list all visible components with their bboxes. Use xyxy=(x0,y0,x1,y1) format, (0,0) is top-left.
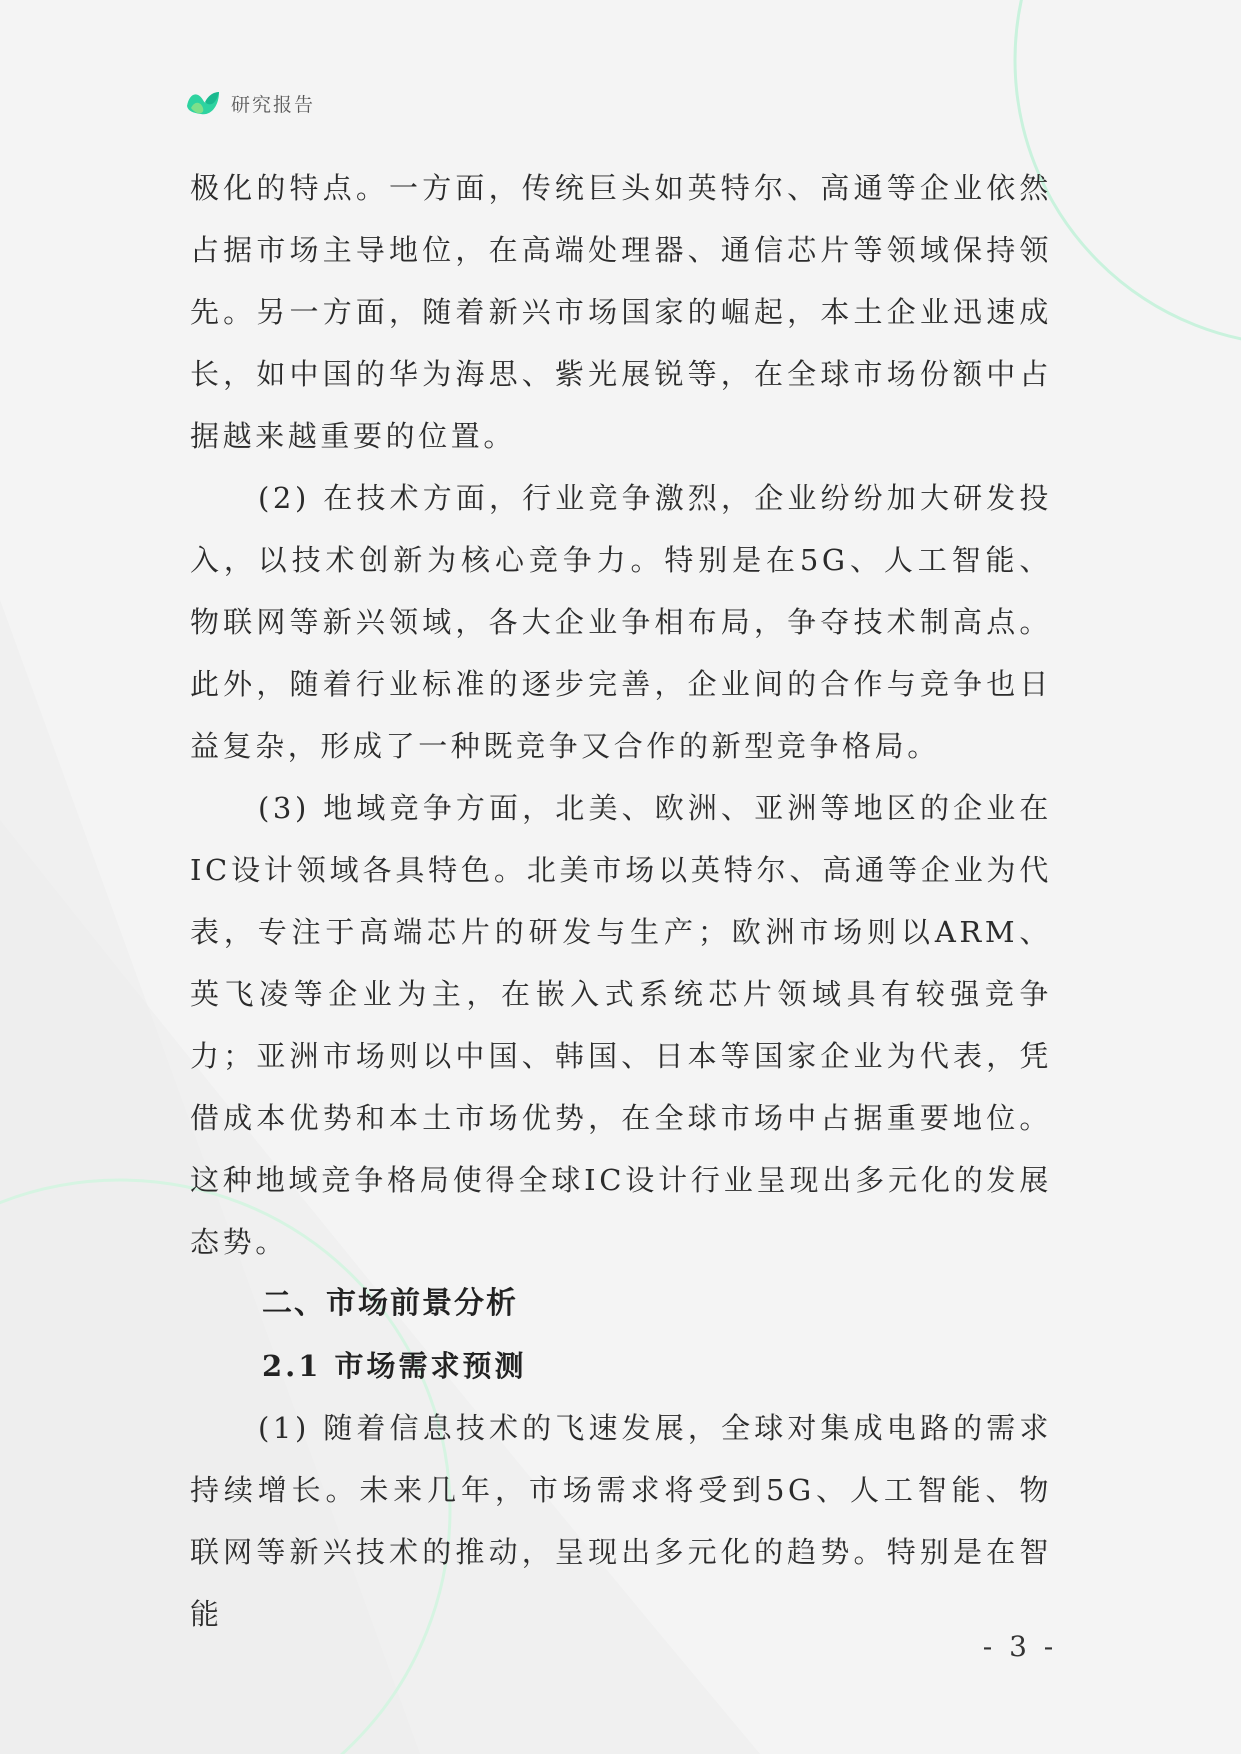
subsection-heading: 2.1 市场需求预测 xyxy=(262,1349,527,1383)
paragraph-4: (1) 随着信息技术的飞速发展，全球对集成电路的需求持续增长。未来几年，市场需求将受到5G、人工智能、物联网等新兴技术的推动，呈现出多元化的趋势。特别是在智能 xyxy=(190,1411,1052,1631)
report-header-title: 研究报告 xyxy=(231,93,316,116)
paragraph-2: (2) 在技术方面，行业竞争激烈，企业纷纷加大研发投入，以技术创新为核心竞争力。特别是在5G、人工智能、物联网等新兴领域，各大企业争相布局，争夺技术制高点。此外，随着行业标准的逐步完善，企业间的合作与竞争也日益复杂，形成了一种既竞争又合作的新型竞争格局。 xyxy=(190,481,1052,763)
document-body xyxy=(190,157,1052,1645)
section-heading: 二、市场前景分析 xyxy=(262,1286,518,1321)
green-leaf-logo-icon xyxy=(185,86,221,120)
paragraph-1: 极化的特点。一方面，传统巨头如英特尔、高通等企业依然占据市场主导地位，在高端处理器、通信芯片等领域保持领先。另一方面，随着新兴市场国家的崛起，本土企业迅速成长，如中国的华为海思、紫光展锐等，在全球市场份额中占据越来越重要的位置。 xyxy=(190,171,1052,453)
report-header xyxy=(185,86,315,120)
page-number: - 3 - xyxy=(982,1630,1058,1663)
paragraph-3: (3) 地域竞争方面，北美、欧洲、亚洲等地区的企业在IC设计领域各具特色。北美市场以英特尔、高通等企业为代表，专注于高端芯片的研发与生产；欧洲市场则以ARM、英飞凌等企业为主，在嵌入式系统芯片领域具有较强竞争力；亚洲市场则以中国、韩国、日本等国家企业为代表，凭借成本优势和本土市场优势，在全球市场中占据重要地位。这种地域竞争格局使得全球IC设计行业呈现出多元化的发展态势。 xyxy=(190,791,1052,1259)
